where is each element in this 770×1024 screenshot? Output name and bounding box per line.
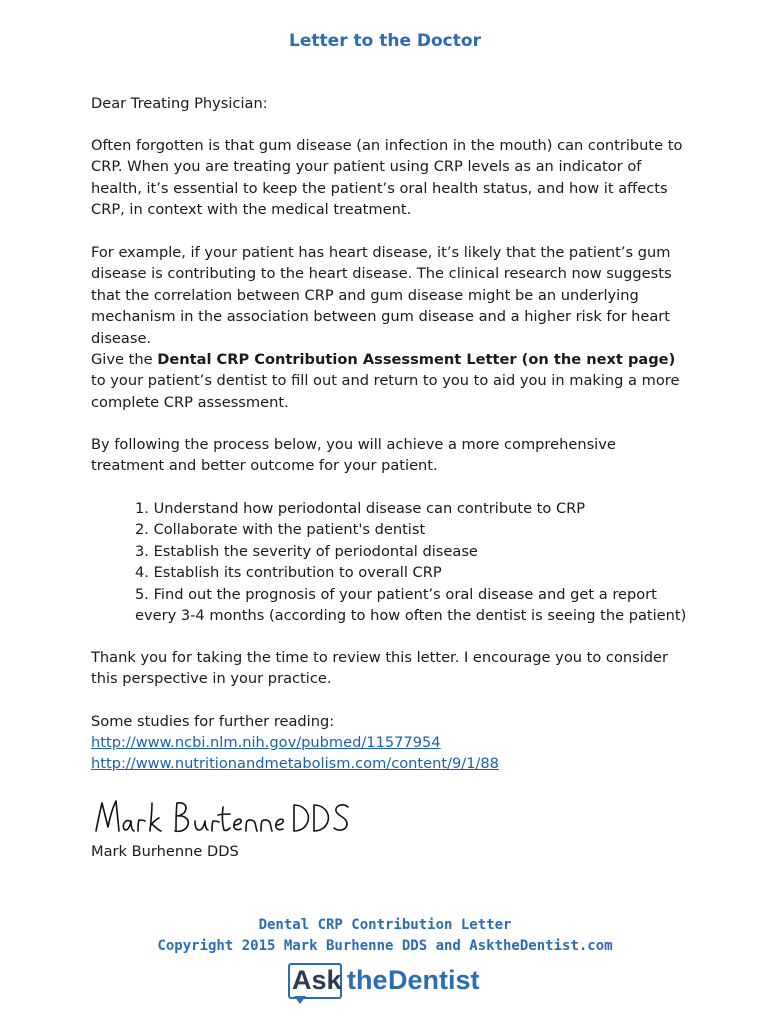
- page-title: Letter to the Doctor: [289, 31, 481, 51]
- logo-word-the: the: [347, 965, 388, 995]
- study-link-ncbi[interactable]: http://www.ncbi.nlm.nih.gov/pubmed/11577954: [91, 734, 441, 751]
- logo-word-dentist: Dentist: [388, 965, 480, 995]
- paragraph-crp-intro: Often forgotten is that gum disease (an infection in the mouth) can contribute to CRP. When you are treating your patient using CRP levels as an indicator of health, it’s essential to keep the patient’s oral health status, and how it affects CRP, in context with the medical treatment.: [91, 137, 683, 219]
- paragraph-thank-you: Thank you for taking the time to review this letter. I encourage you to consider this perspective in your practice.: [91, 649, 669, 688]
- process-step: 5. Find out the prognosis of your patient’s oral disease and get a report every 3-4 months (according to how often the dentist is seeing the patient): [135, 585, 687, 625]
- signer-name: Mark Burhenne DDS: [91, 843, 239, 860]
- logo-word-ask: Ask: [292, 965, 342, 995]
- process-step: 2. Collaborate with the patient's dentist: [135, 521, 426, 539]
- footer-copyright: Copyright 2015 Mark Burhenne DDS and AsktheDentist.com: [157, 938, 613, 954]
- process-step: 1. Understand how periodontal disease can contribute to CRP: [135, 500, 586, 517]
- handwritten-signature: [92, 793, 352, 841]
- paragraph-heart-disease: For example, if your patient has heart disease, it’s likely that the patient’s gum disease is contributing to the heart disease. The clinical research now suggests that the correlation between CRP and gum disease might be an underlying mechanism in the association between gum disease and a higher risk for heart disease.: [91, 244, 672, 347]
- paragraph-assessment-after: to your patient’s dentist to fill out and return to you to aid you in making a more complete CRP assessment.: [91, 372, 680, 411]
- study-link-nutrition[interactable]: http://www.nutritionandmetabolism.com/content/9/1/88: [91, 755, 499, 772]
- process-steps-list: [135, 498, 695, 626]
- process-step: 4. Establish its contribution to overall CRP: [135, 564, 442, 582]
- ask-the-dentist-logo: [288, 963, 488, 1005]
- assessment-letter-emphasis: Dental CRP Contribution Assessment Letter (on the next page): [157, 351, 676, 368]
- footer-document-title: Dental CRP Contribution Letter: [258, 917, 512, 933]
- paragraph-process: By following the process below, you will achieve a more comprehensive treatment and better outcome for your patient.: [91, 436, 616, 475]
- speech-bubble-tail-icon: [294, 996, 306, 1004]
- salutation: Dear Treating Physician:: [91, 95, 268, 112]
- process-step: 3. Establish the severity of periodontal disease: [135, 542, 478, 560]
- paragraph-assessment-letter: [91, 349, 691, 413]
- further-reading-label: Some studies for further reading:: [91, 713, 335, 730]
- paragraph-assessment-before: Give the: [91, 351, 158, 368]
